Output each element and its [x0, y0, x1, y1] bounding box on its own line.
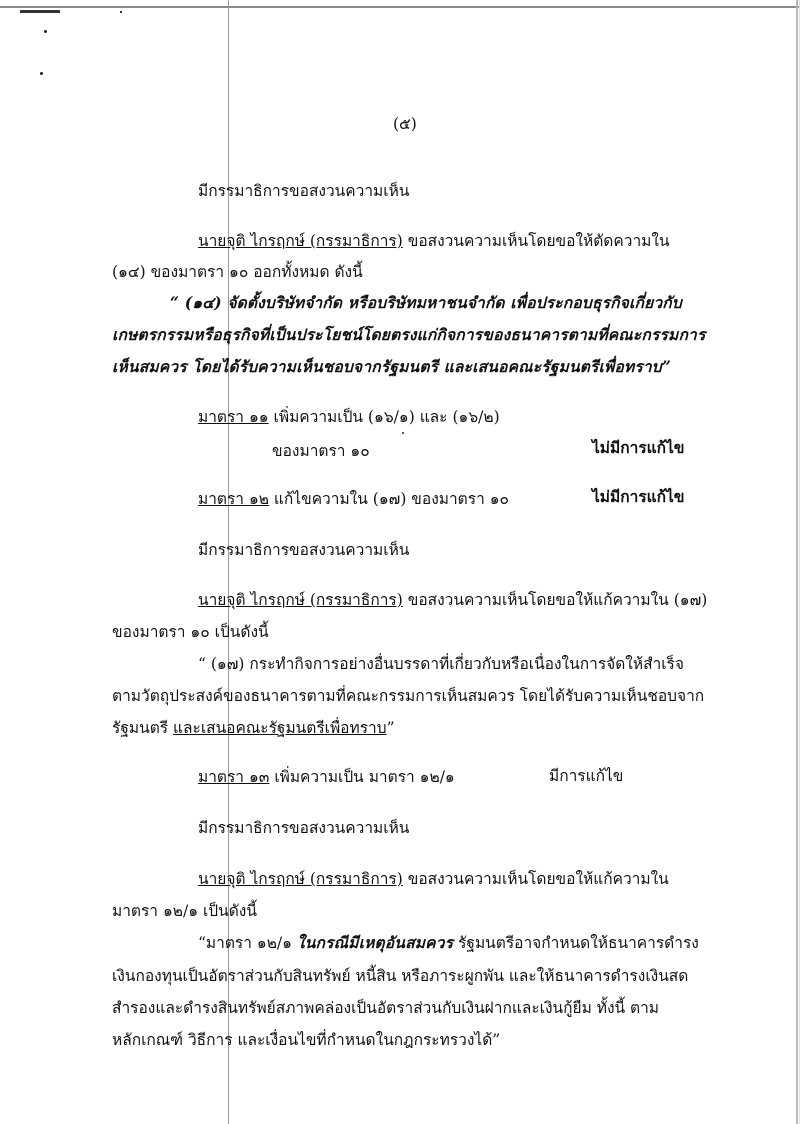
section-label: มาตรา ๑๓ — [198, 768, 270, 786]
quoted-line: “ (๑๗) กระทำกิจการอย่างอื่นบรรดาที่เกี่ยวกับหรือเนื่องในการจัดให้สำเร็จ — [198, 655, 684, 673]
speaker-name: นายจุติ ไกรฤกษ์ (กรรมาธิการ) — [198, 591, 403, 609]
quoted-text: รัฐมนตรี — [112, 719, 174, 737]
paragraph-line — [198, 590, 707, 610]
status-label: ไม่มีการแก้ไข — [592, 487, 685, 506]
paragraph-text: ขอสงวนความเห็นโดยขอให้แก้ความใน — [402, 870, 669, 888]
quoted-line: ตามวัตถุประสงค์ของธนาคารตามที่คณะกรรมการเห็นสมควร โดยได้รับความเห็นชอบจาก — [112, 687, 705, 705]
page-number: (๕) — [393, 115, 417, 133]
quoted-line: เงินกองทุนเป็นอัตราส่วนกับสินทรัพย์ หนี้สิน หรือภาระผูกพัน และให้ธนาคารดำรงเงินสด — [112, 967, 689, 985]
section-label: มาตรา ๑๒ — [198, 490, 269, 508]
status-label: มีการแก้ไข — [549, 767, 624, 785]
paragraph-line: ของมาตรา ๑๐ เป็นดังนี้ — [112, 623, 269, 641]
status-label: ไม่มีการแก้ไข — [592, 438, 685, 457]
paragraph-text: ขอสงวนความเห็นโดยขอให้ตัดความใน — [402, 232, 670, 250]
section-heading: มีกรรมาธิการขอสงวนความเห็น — [198, 541, 410, 559]
quoted-line: หลักเกณฑ์ วิธีการ และเงื่อนไขที่กำหนดในกฎกระทรวงได้” — [112, 1031, 501, 1049]
paragraph-text: ขอสงวนความเห็นโดยขอให้แก้ความใน (๑๗) — [402, 591, 708, 609]
quoted-text: ” — [386, 719, 395, 737]
scan-top-border — [0, 6, 800, 8]
quoted-line: เห็นสมควร โดยได้รับความเห็นชอบจากรัฐมนตรี และเสนอคณะรัฐมนตรีเพื่อทราบ” — [112, 357, 671, 376]
quoted-text: รัฐมนตรีอาจกำหนดให้ธนาคารดำรง — [453, 934, 699, 952]
quoted-text-italic: ในกรณีมีเหตุอันสมควร — [296, 933, 454, 952]
quoted-text: “มาตรา ๑๒/๑ — [198, 934, 297, 952]
section-line — [198, 489, 509, 509]
speaker-name: นายจุติ ไกรฤกษ์ (กรรมาธิการ) — [198, 232, 403, 250]
section-text: แก้ไขความใน (๑๗) ของมาตรา ๑๐ — [269, 490, 510, 508]
section-line — [198, 407, 500, 427]
section-heading: มีกรรมาธิการขอสงวนความเห็น — [198, 182, 410, 200]
section-line — [198, 767, 455, 787]
quoted-line: เกษตรกรรมหรือธุรกิจที่เป็นประโยชน์โดยตรงแก่กิจการของธนาคารตามที่คณะกรรมการ — [112, 325, 706, 344]
scan-mark — [120, 11, 122, 13]
scan-right-edge — [796, 0, 798, 1124]
quoted-line: “ (๑๔) จัดตั้งบริษัทจำกัด หรือบริษัทมหาชนจำกัด เพื่อประกอบธุรกิจเกี่ยวกับ — [170, 293, 682, 312]
paragraph-line: (๑๔) ของมาตรา ๑๐ ออกทั้งหมด ดังนี้ — [112, 263, 363, 281]
scan-fold-line — [228, 0, 229, 1124]
quoted-text-underlined: และเสนอคณะรัฐมนตรีเพื่อทราบ — [173, 719, 387, 737]
paragraph-line — [198, 231, 670, 251]
scan-speck — [44, 30, 47, 33]
scan-mark — [20, 10, 60, 13]
paragraph-line: มาตรา ๑๒/๑ เป็นดังนี้ — [112, 902, 257, 920]
speaker-name: นายจุติ ไกรฤกษ์ (กรรมาธิการ) — [198, 870, 403, 888]
paragraph-line — [198, 869, 669, 889]
quoted-line: สำรองและดำรงสินทรัพย์สภาพคล่องเป็นอัตราส่วนกับเงินฝากและเงินกู้ยืม ทั้งนี้ ตาม — [112, 999, 660, 1017]
quoted-line — [198, 933, 699, 953]
section-text: เพิ่มความเป็น มาตรา ๑๒/๑ — [269, 768, 455, 786]
scan-speck — [40, 72, 43, 75]
section-label: มาตรา ๑๑ — [198, 408, 269, 426]
quoted-line — [112, 718, 395, 738]
section-heading: มีกรรมาธิการขอสงวนความเห็น — [198, 819, 410, 837]
section-text: เพิ่มความเป็น (๑๖/๑) และ (๑๖/๒) — [268, 408, 500, 426]
scan-speck — [402, 432, 404, 434]
section-line: ของมาตรา ๑๐ — [272, 442, 370, 460]
